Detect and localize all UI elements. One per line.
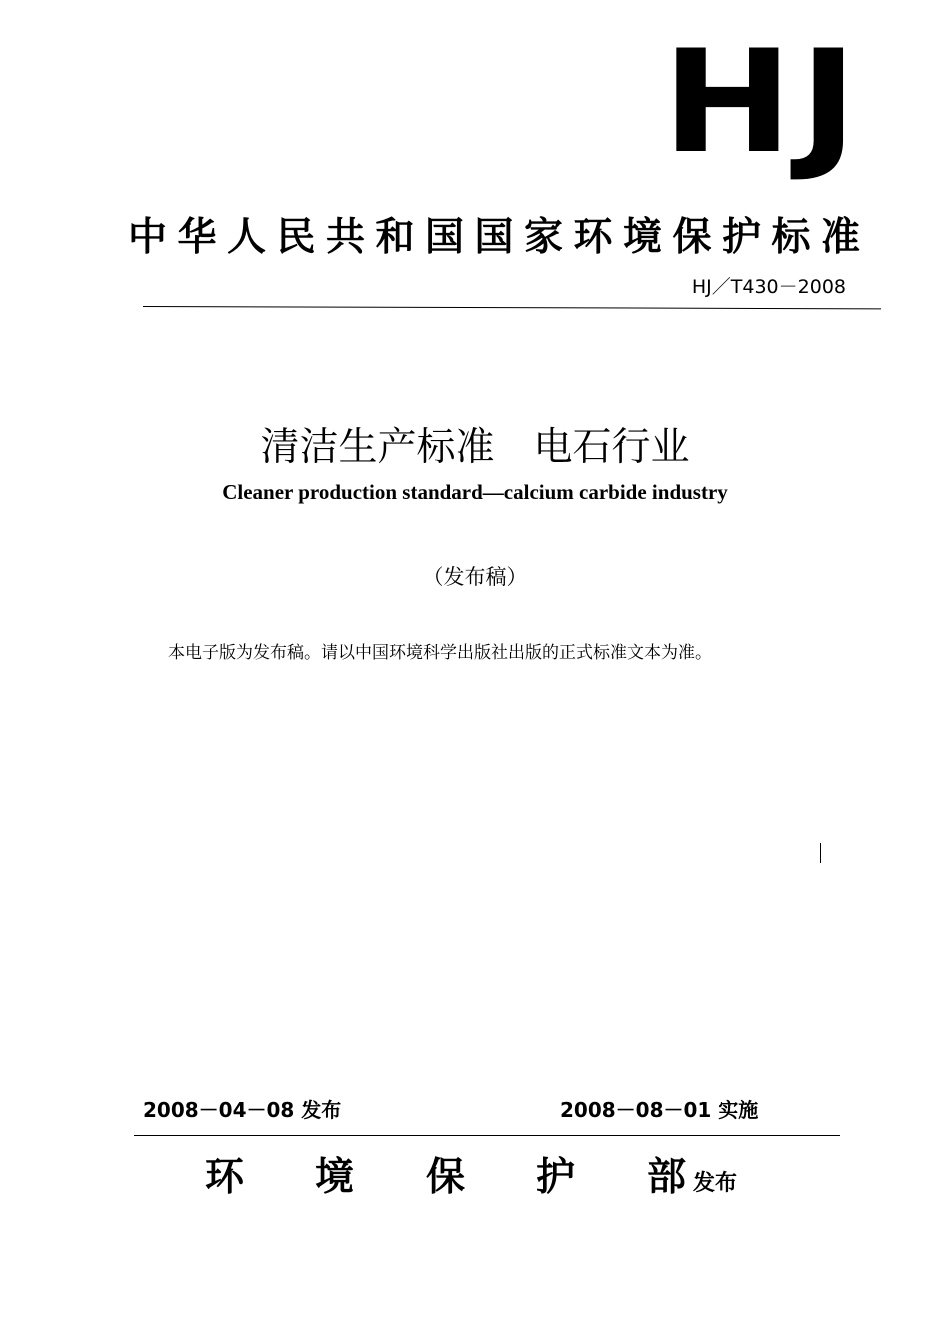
text-cursor-mark — [820, 843, 821, 863]
footer-divider — [134, 1135, 840, 1136]
publisher-char: 部 — [647, 1155, 687, 1200]
publisher — [205, 1150, 765, 1206]
implementation-date: 2008－08－01 实施 — [560, 1098, 759, 1122]
english-title: Cleaner production standard—calcium carbide industry — [222, 480, 728, 504]
hj-logo: HJ — [662, 20, 865, 185]
publisher-char: 境 — [315, 1155, 355, 1200]
edition-notice: 本电子版为发布稿。请以中国环境科学出版社出版的正式标准文本为准。 — [168, 643, 712, 663]
publisher-char: 环 — [205, 1155, 245, 1200]
publisher-suffix: 发布 — [693, 1171, 738, 1196]
publisher-char: 保 — [426, 1155, 466, 1200]
chinese-title: 清洁生产标准 电石行业 — [260, 425, 690, 470]
issue-date: 2008－04－08 发布 — [143, 1098, 342, 1122]
draft-label: （发布稿） — [422, 565, 528, 589]
standard-number: HJ／T430－2008 — [691, 276, 846, 298]
national-standard-title: 中华人民共和国国家环境保护标准 — [128, 215, 871, 260]
publisher-char: 护 — [536, 1155, 576, 1200]
header-divider — [143, 306, 881, 309]
